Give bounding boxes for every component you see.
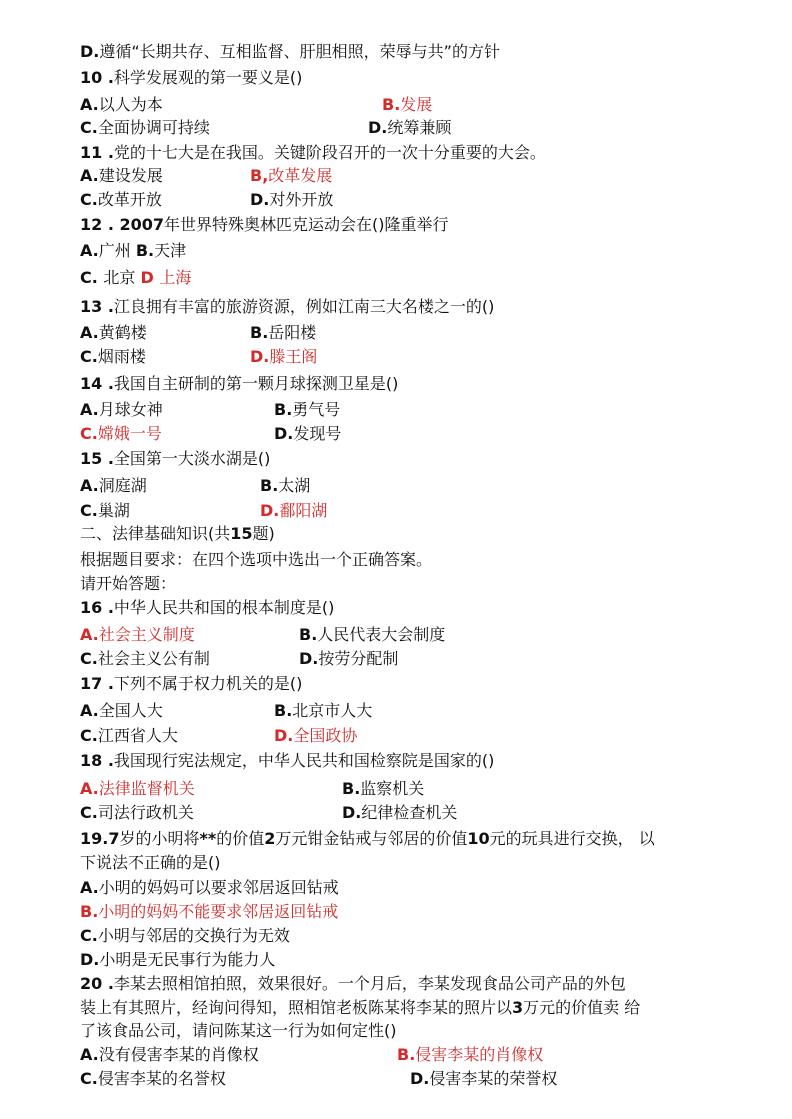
- option-right: [342, 779, 424, 799]
- text-run: 月球女神: [98, 400, 163, 419]
- option-left: [80, 803, 194, 823]
- text-line: [80, 501, 780, 521]
- text-run: 万元钳金钻戒与邻居的价值: [275, 829, 468, 848]
- option-left: [80, 1069, 226, 1089]
- label-marker: C.: [80, 347, 98, 366]
- label-marker: B.: [299, 625, 318, 644]
- label-marker: D: [140, 268, 160, 287]
- label-marker: A.: [80, 1045, 99, 1064]
- label-marker: C.: [80, 190, 98, 209]
- label-marker: A.: [80, 701, 99, 720]
- text-run: 根据题目要求：在四个选项中选出一个正确答案。: [80, 550, 433, 569]
- text-line: [80, 625, 780, 645]
- text-line: [80, 550, 432, 570]
- text-line: [80, 853, 221, 873]
- text-run: 侵害李某的名誉权: [97, 1069, 226, 1088]
- text-line: [80, 674, 302, 694]
- text-line: [80, 779, 780, 799]
- label-marker: 17 .: [80, 674, 114, 693]
- option-right: [342, 803, 457, 823]
- text-run: 按劳分配制: [318, 649, 399, 668]
- text-run: 小明是无民事行为能力人: [99, 950, 276, 969]
- label-marker: A.: [80, 476, 99, 495]
- option-left: [80, 649, 210, 669]
- text-line: [80, 118, 780, 138]
- text-run: 请开始答题：: [80, 574, 177, 593]
- option-right: [250, 347, 317, 367]
- label-marker: A.: [80, 323, 99, 342]
- text-run: 太湖: [278, 476, 311, 495]
- option-right: [274, 701, 372, 721]
- text-line: [80, 68, 302, 88]
- text-run: 李某去照相馆拍照，效果很好。一个月后，李某发现食品公司产品的外包: [113, 974, 626, 993]
- text-line: [80, 424, 780, 444]
- label-marker: D.: [250, 347, 270, 366]
- text-line: [80, 476, 780, 496]
- text-run: 改革开放: [97, 190, 162, 209]
- text-line: [80, 400, 780, 420]
- text-run: 年世界特殊奥林匹克运动会在()隆重举行: [164, 215, 449, 234]
- label-marker: C.: [80, 268, 104, 287]
- label-marker: 12 . 2007: [80, 215, 165, 234]
- option-left: [80, 118, 210, 138]
- text-run: 下列不属于权力机关的是(): [113, 674, 303, 693]
- text-line: [80, 215, 449, 235]
- option-right: [382, 95, 432, 115]
- option-right: [299, 649, 398, 669]
- label-marker: C.: [80, 726, 98, 745]
- text-run: 岳阳楼: [268, 323, 317, 342]
- text-line: [80, 1069, 780, 1089]
- text-run: 元的玩具进行交换， 以: [489, 829, 655, 848]
- label-marker: 18 .: [80, 751, 114, 770]
- text-run: 全国第一大淡水湖是(): [113, 449, 271, 468]
- text-line: [80, 241, 186, 261]
- label-marker: 2: [264, 829, 276, 848]
- label-marker: 20 .: [80, 974, 114, 993]
- text-line: [80, 726, 780, 746]
- option-right: [397, 1045, 543, 1065]
- text-run: 装上有其照片，经询问得知，照相馆老板陈某将李某的照片以: [80, 998, 513, 1017]
- label-marker: B.: [274, 400, 293, 419]
- text-run: 上海: [159, 268, 192, 287]
- label-marker: D.: [260, 501, 280, 520]
- text-run: 天津: [154, 241, 187, 260]
- label-marker: B.: [397, 1045, 416, 1064]
- text-line: [80, 190, 780, 210]
- text-run: 全面协调可持续: [97, 118, 210, 137]
- text-line: [80, 374, 398, 394]
- label-marker: C.: [80, 501, 98, 520]
- label-marker: A.: [80, 241, 99, 260]
- text-run: 发展: [400, 95, 433, 114]
- label-marker: B,: [250, 166, 269, 185]
- label-marker: D.: [410, 1069, 430, 1088]
- text-line: [80, 1021, 397, 1041]
- text-line: [80, 166, 780, 186]
- label-marker: C.: [80, 424, 98, 443]
- text-run: 我国自主研制的第一颗月球探测卫星是(): [113, 374, 399, 393]
- text-line: [80, 829, 655, 849]
- text-run: 洞庭湖: [98, 476, 147, 495]
- label-marker: 16 .: [80, 598, 114, 617]
- option-right: [274, 726, 357, 746]
- text-run: 我国现行宪法规定，中华人民共和国检察院是国家的(): [113, 751, 495, 770]
- option-left: [80, 190, 162, 210]
- label-marker: C.: [80, 1069, 98, 1088]
- text-run: 司法行政机关: [97, 803, 194, 822]
- label-marker: B.: [260, 476, 279, 495]
- text-line: [80, 524, 275, 544]
- option-right: [274, 424, 341, 444]
- label-marker: A.: [80, 878, 99, 897]
- text-run: 江西省人大: [97, 726, 178, 745]
- option-left: [80, 779, 195, 799]
- option-left: [80, 95, 163, 115]
- text-run: 鄱阳湖: [279, 501, 328, 520]
- text-line: [80, 1045, 780, 1065]
- label-marker: A.: [80, 400, 99, 419]
- text-run: 滕王阁: [269, 347, 318, 366]
- label-marker: D.: [342, 803, 362, 822]
- label-marker: B.: [135, 241, 155, 260]
- text-run: 遵循“长期共存、互相监督、肝胆相照，荣辱与共”的方针: [99, 42, 500, 61]
- text-run: 岁的小明将: [119, 829, 200, 848]
- text-line: [80, 42, 500, 62]
- text-line: [80, 974, 626, 994]
- text-line: [80, 598, 334, 618]
- label-marker: **: [199, 829, 217, 848]
- option-left: [80, 625, 195, 645]
- option-right: [274, 400, 340, 420]
- text-run: 了该食品公司，请问陈某这一行为如何定性(): [80, 1021, 397, 1040]
- option-right: [368, 118, 451, 138]
- option-right: [250, 166, 332, 186]
- text-run: 勇气号: [292, 400, 341, 419]
- text-run: 法律监督机关: [98, 779, 195, 798]
- label-marker: C.: [80, 118, 98, 137]
- text-line: [80, 902, 338, 922]
- label-marker: D.: [250, 190, 270, 209]
- text-run: 建设发展: [98, 166, 163, 185]
- text-line: [80, 323, 780, 343]
- label-marker: 15 .: [80, 449, 114, 468]
- text-line: [80, 701, 780, 721]
- option-right: [250, 323, 316, 343]
- option-left: [80, 400, 163, 420]
- label-marker: 10: [467, 829, 490, 848]
- text-run: 二、法律基础知识(共: [80, 524, 231, 543]
- text-run: 小明与邻居的交换行为无效: [97, 926, 290, 945]
- text-run: 改革发展: [268, 166, 333, 185]
- text-run: 全国人大: [98, 701, 163, 720]
- text-line: [80, 649, 780, 669]
- label-marker: A.: [80, 95, 99, 114]
- label-marker: A.: [80, 625, 99, 644]
- text-run: 小明的妈妈可以要求邻居返回钻戒: [98, 878, 339, 897]
- text-run: 纪律检查机关: [361, 803, 458, 822]
- label-marker: C.: [80, 649, 98, 668]
- option-right: [260, 476, 310, 496]
- text-run: 以人为本: [98, 95, 163, 114]
- text-line: [80, 926, 290, 946]
- text-line: [80, 95, 780, 115]
- text-run: 万元的价值卖 给: [523, 998, 641, 1017]
- label-marker: 19.7: [80, 829, 120, 848]
- text-run: 黄鹤楼: [98, 323, 147, 342]
- label-marker: 14 .: [80, 374, 114, 393]
- option-right: [250, 190, 333, 210]
- option-right: [260, 501, 327, 521]
- text-run: 人民代表大会制度: [317, 625, 446, 644]
- label-marker: D.: [368, 118, 388, 137]
- text-run: 社会主义制度: [98, 625, 195, 644]
- text-run: 嫦娥一号: [97, 424, 162, 443]
- option-left: [80, 347, 146, 367]
- label-marker: B.: [80, 902, 99, 921]
- text-run: 小明的妈妈不能要求邻居返回钻戒: [98, 902, 339, 921]
- text-run: 发现号: [293, 424, 342, 443]
- text-run: 侵害李某的荣誉权: [429, 1069, 558, 1088]
- text-run: 的价值: [216, 829, 265, 848]
- text-run: 社会主义公有制: [97, 649, 210, 668]
- label-marker: B.: [342, 779, 361, 798]
- option-right: [299, 625, 445, 645]
- text-run: 北京市人大: [292, 701, 373, 720]
- text-run: 中华人民共和国的根本制度是(): [113, 598, 335, 617]
- option-left: [80, 476, 147, 496]
- text-run: 巢湖: [97, 501, 130, 520]
- option-left: [80, 726, 178, 746]
- label-marker: B.: [250, 323, 269, 342]
- text-run: 监察机关: [360, 779, 425, 798]
- text-line: [80, 449, 270, 469]
- label-marker: D.: [274, 726, 294, 745]
- text-run: 对外开放: [269, 190, 334, 209]
- label-marker: D.: [80, 950, 100, 969]
- option-left: [80, 701, 163, 721]
- label-marker: C.: [80, 926, 98, 945]
- text-line: [80, 347, 780, 367]
- label-marker: B.: [382, 95, 401, 114]
- text-line: [80, 950, 275, 970]
- text-run: 党的十七大是在我国。关键阶段召开的一次十分重要的大会。: [113, 143, 546, 162]
- text-line: [80, 268, 191, 288]
- label-marker: 15: [230, 524, 253, 543]
- option-left: [80, 501, 130, 521]
- label-marker: C.: [80, 803, 98, 822]
- text-line: [80, 803, 780, 823]
- text-line: [80, 751, 494, 771]
- option-right: [410, 1069, 557, 1089]
- text-line: [80, 297, 494, 317]
- text-line: [80, 878, 339, 898]
- option-left: [80, 424, 162, 444]
- text-run: 全国政协: [293, 726, 358, 745]
- label-marker: D.: [80, 42, 100, 61]
- label-marker: 10 .: [80, 68, 114, 87]
- text-run: 统筹兼顾: [387, 118, 452, 137]
- text-run: 烟雨楼: [97, 347, 146, 366]
- label-marker: A.: [80, 166, 99, 185]
- label-marker: D.: [274, 424, 294, 443]
- label-marker: 3: [512, 998, 524, 1017]
- text-run: 北京: [103, 268, 141, 287]
- text-run: 没有侵害李某的肖像权: [98, 1045, 259, 1064]
- text-line: [80, 574, 176, 594]
- text-run: 侵害李某的肖像权: [415, 1045, 544, 1064]
- text-line: [80, 998, 640, 1018]
- option-left: [80, 323, 147, 343]
- label-marker: D.: [299, 649, 319, 668]
- label-marker: A.: [80, 779, 99, 798]
- text-run: 江良拥有丰富的旅游资源，例如江南三大名楼之一的(): [113, 297, 495, 316]
- text-run: 题): [252, 524, 275, 543]
- label-marker: 11 .: [80, 143, 114, 162]
- text-run: 科学发展观的第一要义是(): [113, 68, 303, 87]
- text-line: [80, 143, 546, 163]
- option-left: [80, 166, 163, 186]
- text-run: 广州: [98, 241, 136, 260]
- text-run: 下说法不正确的是(): [80, 853, 221, 872]
- option-left: [80, 1045, 259, 1065]
- label-marker: 13 .: [80, 297, 114, 316]
- label-marker: B.: [274, 701, 293, 720]
